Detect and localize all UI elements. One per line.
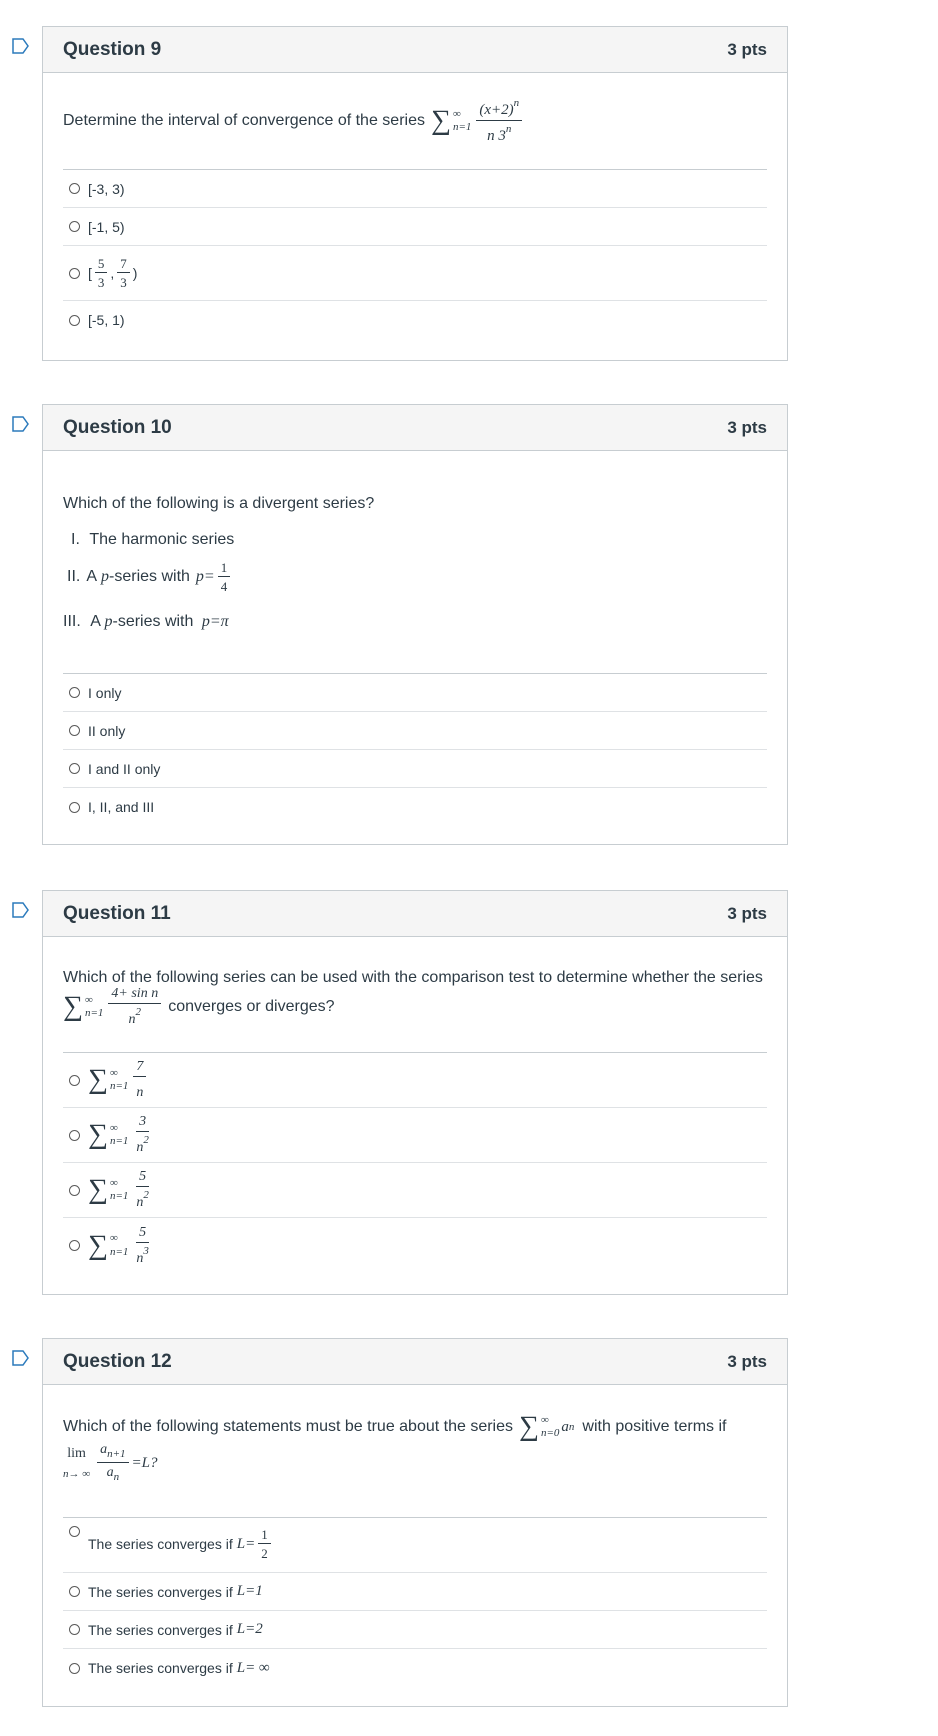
fraction-denominator: n — [136, 1085, 144, 1100]
separator: , — [110, 265, 115, 281]
sum-upper: ∞ — [452, 107, 461, 120]
answer-formula — [88, 1060, 149, 1100]
question-header — [43, 27, 787, 73]
math-expression: L=2 — [236, 1621, 263, 1637]
question-card-9 — [42, 26, 788, 361]
fraction-numerator: (x+2) — [479, 102, 514, 118]
question-points: 3 pts — [727, 39, 767, 59]
list-item — [63, 613, 229, 631]
answer-option[interactable] — [63, 788, 767, 826]
sum-lower: n=1 — [84, 1007, 104, 1019]
math-expression: L=1 — [236, 1583, 263, 1599]
math-expression: p= — [195, 568, 215, 585]
sigma-symbol: ∑ — [63, 991, 83, 1022]
series-formula — [63, 987, 767, 1027]
series-formula — [431, 98, 525, 144]
bracket-open: [ — [88, 265, 92, 281]
answer-list — [63, 169, 767, 339]
question-prompt — [63, 1385, 767, 1517]
radio-button[interactable] — [69, 687, 80, 698]
fraction-denominator: n — [136, 1140, 144, 1155]
answer-label: [-1, 5) — [88, 218, 125, 235]
list-item-number: III. — [63, 613, 81, 630]
prompt-text: with positive terms if — [582, 1418, 727, 1435]
radio-button[interactable] — [69, 1624, 80, 1635]
math-expression: L= ∞ — [236, 1659, 270, 1676]
flag-question-icon[interactable] — [12, 1350, 30, 1366]
answer-option[interactable] — [63, 208, 767, 246]
answer-text: The series converges if — [88, 1536, 233, 1552]
answer-option[interactable] — [63, 1611, 767, 1649]
radio-button[interactable] — [69, 802, 80, 813]
answer-label: II only — [88, 722, 126, 739]
sigma-symbol: ∑ — [88, 1174, 108, 1205]
sum-lower: n=1 — [109, 1135, 129, 1147]
prompt-text: converges or diverges? — [168, 998, 335, 1015]
radio-button[interactable] — [69, 1185, 80, 1196]
list-item-text: The harmonic series — [89, 531, 235, 548]
radio-button[interactable] — [69, 183, 80, 194]
answer-option[interactable] — [63, 674, 767, 712]
question-title: Question 11 — [63, 902, 171, 924]
radio-button[interactable] — [69, 1663, 80, 1674]
flag-question-icon[interactable] — [12, 416, 30, 432]
sum-upper: ∞ — [109, 1176, 118, 1189]
answer-option[interactable] — [63, 1218, 767, 1273]
question-prompt — [63, 73, 767, 169]
radio-button[interactable] — [69, 725, 80, 736]
sigma-symbol: ∑ — [519, 1411, 539, 1442]
answer-option[interactable] — [63, 1108, 767, 1163]
question-header — [43, 405, 787, 451]
list-item-text: A — [90, 613, 101, 630]
answer-label — [88, 1528, 274, 1560]
list-item-number: II. — [67, 568, 81, 585]
answer-option[interactable] — [63, 301, 767, 339]
prompt-text: Which of the following statements must be true about the series — [63, 1418, 514, 1435]
sum-lower: n=1 — [452, 121, 472, 133]
sum-lower: n=1 — [109, 1245, 129, 1258]
radio-button[interactable] — [69, 1075, 80, 1086]
fraction-denominator: n 3 — [487, 128, 506, 144]
question-card-10 — [42, 404, 788, 845]
sum-upper: ∞ — [109, 1232, 118, 1245]
sigma-symbol: ∑ — [88, 1229, 108, 1261]
list-item-number: I. — [71, 531, 80, 548]
fraction-numerator: 4+ sin n — [108, 987, 161, 1004]
sum-lower: n=1 — [109, 1190, 129, 1202]
question-card-12 — [42, 1338, 788, 1707]
exponent: n — [505, 123, 512, 135]
subscript: n — [568, 1421, 575, 1433]
fraction-denominator: 4 — [220, 579, 228, 594]
exponent: 3 — [143, 1244, 149, 1257]
fraction-denominator: n — [136, 1250, 144, 1266]
exponent: n — [513, 97, 520, 109]
fraction-numerator: 3 — [136, 1115, 149, 1132]
radio-button[interactable] — [69, 1130, 80, 1141]
variable-p: p — [104, 613, 113, 630]
sum-upper: ∞ — [84, 993, 93, 1006]
math-expression: L= — [236, 1535, 256, 1552]
fraction-denominator: 2 — [261, 1546, 268, 1561]
list-item — [67, 561, 233, 593]
answer-formula — [88, 1170, 155, 1210]
answer-label: [-5, 1) — [88, 312, 125, 328]
sum-upper: ∞ — [540, 1413, 549, 1426]
fraction-numerator: 7 — [133, 1060, 146, 1077]
lim-under: n→ ∞ — [63, 1468, 91, 1480]
radio-button[interactable] — [69, 221, 80, 232]
subscript: n+1 — [107, 1448, 126, 1460]
sigma-symbol: ∑ — [430, 105, 451, 136]
question-prompt: Which of the following is a divergent series? — [63, 495, 375, 512]
answer-option[interactable] — [63, 1163, 767, 1218]
list-item-text: A — [86, 568, 98, 585]
fraction-numerator: 5 — [136, 1170, 149, 1187]
answer-label: I, II, and III — [88, 799, 155, 815]
question-card-11 — [42, 890, 788, 1295]
answer-text: The series converges if — [88, 1660, 233, 1676]
answer-option[interactable] — [63, 1518, 767, 1573]
answer-formula — [88, 1226, 155, 1266]
question-title: Question 12 — [63, 1350, 172, 1372]
fraction-denominator: 3 — [120, 275, 127, 290]
fraction-numerator: 1 — [218, 561, 231, 577]
answer-label: I only — [88, 684, 122, 701]
answer-label: I and II only — [88, 760, 161, 777]
question-points: 3 pts — [727, 903, 767, 923]
list-item-text: -series with — [112, 613, 194, 630]
subscript: n — [113, 1471, 120, 1483]
answer-option[interactable] — [63, 246, 767, 301]
radio-button[interactable] — [69, 763, 80, 774]
answer-list — [63, 1517, 767, 1687]
answer-option[interactable] — [63, 1053, 767, 1108]
question-points: 3 pts — [727, 1351, 767, 1371]
radio-button[interactable] — [69, 1526, 80, 1537]
fraction-denominator: n — [128, 1012, 136, 1027]
radio-button[interactable] — [69, 1240, 80, 1251]
sum-upper: ∞ — [109, 1066, 118, 1079]
answer-option[interactable] — [63, 712, 767, 750]
sum-lower: n=1 — [109, 1080, 129, 1092]
sum-lower: n=0 — [540, 1427, 560, 1439]
sum-upper: ∞ — [109, 1121, 118, 1134]
list-item — [71, 531, 234, 549]
question-header — [43, 891, 787, 937]
answer-option[interactable] — [63, 170, 767, 208]
radio-button[interactable] — [69, 1586, 80, 1597]
question-title: Question 10 — [63, 416, 172, 438]
prompt-text: Determine the interval of convergence of the series — [63, 112, 425, 129]
question-header — [43, 1339, 787, 1385]
series-term: a — [561, 1418, 569, 1435]
answer-text: The series converges if — [88, 1583, 233, 1600]
bracket-close: ) — [132, 265, 138, 281]
answer-text: The series converges if — [88, 1621, 233, 1638]
fraction-denominator: a — [106, 1465, 114, 1480]
answer-option[interactable] — [63, 1649, 767, 1687]
exponent: 2 — [143, 1134, 149, 1146]
question-points: 3 pts — [727, 417, 767, 437]
math-expression: p=π — [201, 613, 229, 630]
fraction-numerator: 1 — [258, 1528, 271, 1544]
answer-option[interactable] — [63, 750, 767, 788]
sigma-symbol: ∑ — [88, 1064, 108, 1095]
radio-button[interactable] — [69, 315, 80, 326]
sigma-symbol: ∑ — [88, 1119, 108, 1150]
fraction-denominator: 3 — [97, 275, 105, 290]
flag-question-icon[interactable] — [12, 38, 30, 54]
fraction-numerator: 5 — [136, 1226, 149, 1243]
flag-question-icon[interactable] — [12, 902, 30, 918]
answer-label: [-3, 3) — [88, 180, 125, 197]
question-title: Question 9 — [63, 38, 162, 60]
list-item-text: -series with — [109, 568, 190, 585]
question-prompt — [63, 937, 767, 1052]
answer-list — [63, 1052, 767, 1273]
exponent: 2 — [143, 1189, 149, 1201]
lim-label: lim — [67, 1446, 86, 1461]
prompt-text: Which of the following series can be used with the comparison test to determine whether the series — [63, 969, 763, 986]
fraction-numerator: 7 — [117, 257, 130, 273]
fraction-denominator: n — [136, 1195, 144, 1210]
answer-option[interactable] — [63, 1573, 767, 1611]
answer-formula — [88, 1115, 155, 1155]
fraction-numerator: 5 — [95, 257, 108, 273]
variable-p: p — [101, 568, 110, 585]
answer-label — [88, 257, 137, 289]
math-expression: =L? — [131, 1454, 158, 1471]
answer-list — [63, 673, 767, 826]
limit-expression — [63, 1443, 767, 1483]
radio-button[interactable] — [69, 268, 80, 279]
fraction-numerator: a — [100, 1442, 108, 1457]
exponent: 2 — [135, 1006, 142, 1018]
